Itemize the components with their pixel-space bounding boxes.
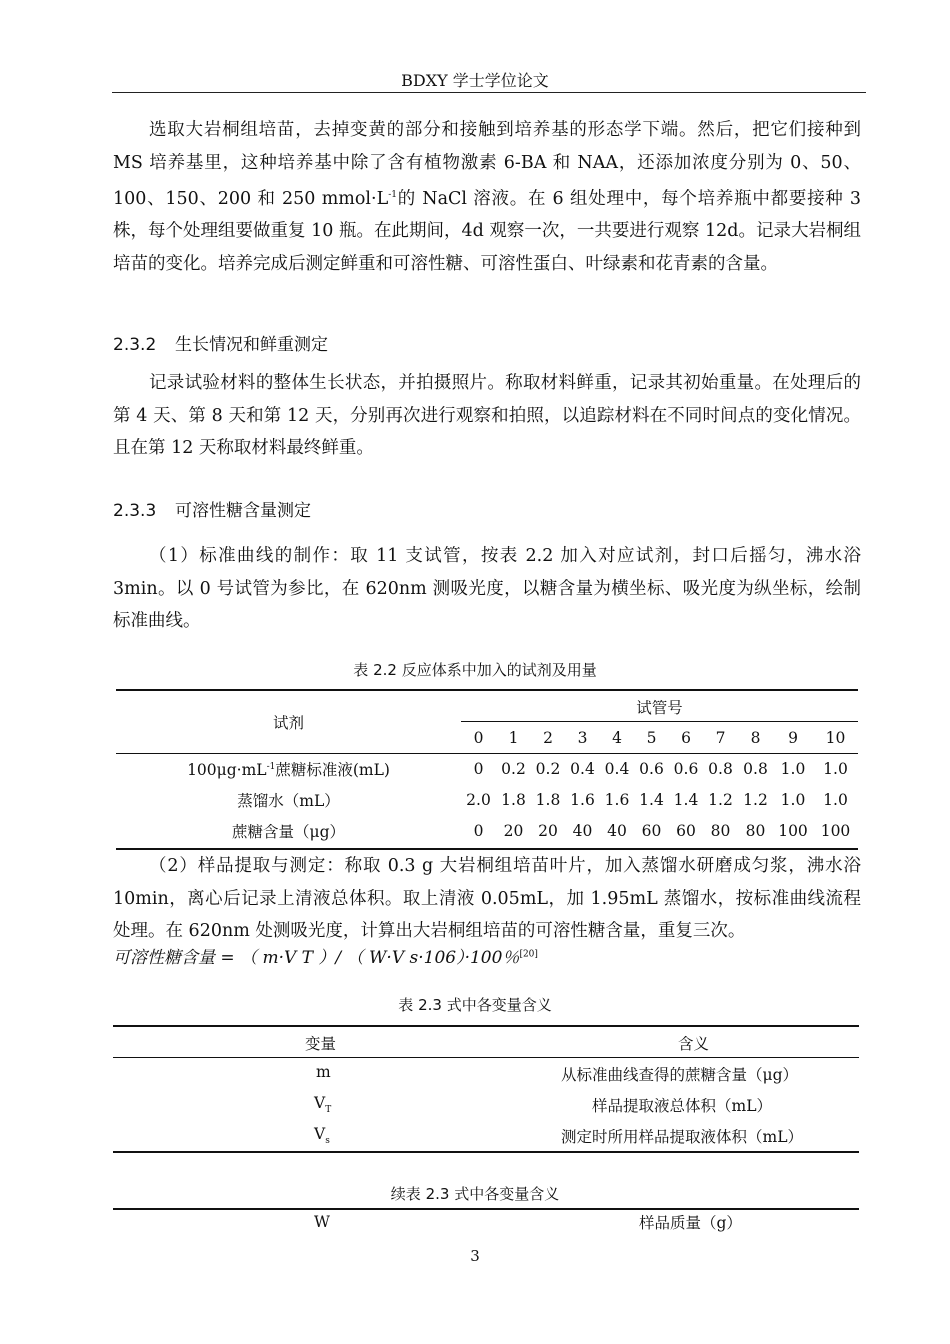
meaning-cell: 样品提取液总体积（mL）	[592, 1096, 772, 1115]
cell: 0.4	[570, 759, 595, 778]
table-2-2-caption: 表 2.2 反应体系中加入的试剂及用量	[353, 661, 597, 679]
row-label-text: 100μg·mL	[187, 760, 267, 779]
cell: 100	[778, 821, 808, 840]
variable-symbol: V	[314, 1093, 326, 1112]
table-row	[113, 1089, 859, 1120]
row-label-sup: -1	[266, 761, 276, 772]
cell: 60	[641, 821, 662, 840]
variable-cell	[113, 1058, 533, 1089]
table-row	[113, 1058, 859, 1089]
page-number: 3	[470, 1247, 480, 1265]
cell: 1.6	[604, 790, 630, 809]
cell: 1.6	[570, 790, 595, 809]
cell: 80	[745, 821, 766, 840]
cell: 0	[473, 821, 484, 840]
variable-cell	[113, 1120, 533, 1151]
paragraph-3: （1）标准曲线的制作：取 11 支试管，按表 2.2 加入对应试剂，封口后摇匀，沸水浴 3min。以 0 号试管为参比，在 620nm 测吸光度，以糖含量为横坐标、吸光度为纵坐标，绘制标准曲线。	[113, 546, 861, 631]
cell: 0.6	[673, 759, 699, 778]
section-number: 2.3.2	[113, 335, 157, 355]
meaning-cell: 从标准曲线查得的蔗糖含量（μg）	[561, 1065, 798, 1084]
page-header: BDXY 学士学位论文	[401, 71, 549, 90]
variable-cell: W	[314, 1212, 330, 1231]
paragraph-1-sup: -1	[388, 190, 397, 200]
cell: 1.4	[673, 790, 699, 809]
tube-number: 5	[646, 728, 657, 747]
variable-symbol: V	[314, 1124, 326, 1143]
variable-cell	[113, 1089, 533, 1120]
table-row	[116, 815, 858, 846]
table-row	[116, 753, 858, 784]
variable-symbol: m	[316, 1062, 331, 1081]
variable-header-text: 变量	[305, 1034, 337, 1053]
cell: 2.0	[466, 790, 491, 809]
formula	[113, 943, 538, 968]
cell: 1.0	[780, 790, 806, 809]
cell: 1.8	[501, 790, 526, 809]
cell: 0.4	[604, 759, 630, 778]
variable-header	[113, 1027, 533, 1058]
cell: 0.8	[708, 759, 733, 778]
section-heading-2-3-2	[113, 330, 328, 355]
row-label-tail: 蔗糖标准液(mL)	[275, 760, 390, 779]
cell: 40	[607, 821, 627, 840]
paragraph-4: （2）样品提取与测定：称取 0.3 g 大岩桐组培苗叶片，加入蒸馏水研磨成匀浆，沸水浴 10min，离心后记录上清液总体积。取上清液 0.05mL，加 1.95mL 蒸馏水，按标准曲线流程处理。在 620nm 处测吸光度，计算出大岩桐组培苗的可溶性糖含量，重复三次。	[113, 856, 861, 941]
cell: 20	[538, 821, 558, 840]
cell: 1.2	[743, 790, 768, 809]
table-row	[116, 784, 858, 815]
cell: 0.2	[535, 759, 561, 778]
table-header-row	[113, 1027, 859, 1058]
cell: 1.0	[780, 759, 806, 778]
table-header-row	[116, 691, 858, 722]
section-title: 生长情况和鲜重测定	[175, 335, 328, 355]
paragraph-1-tail: 的 NaCl 溶液。在 6 组处理中，每个培养瓶中都要接种 3 株，每个处理组要做重复 10 瓶。在此期间，4d 观察一次，一共要进行观察 12d。记录大岩桐组培苗的变化。培养完成后测定鲜重和可溶性糖、可溶性蛋白、叶绿素和花青素的含量。	[113, 188, 861, 274]
section-heading-2-3-3	[113, 496, 311, 521]
tube-number: 2	[543, 728, 553, 747]
table-2-3-caption: 表 2.3 式中各变量含义	[398, 996, 552, 1014]
table-row	[113, 1120, 859, 1151]
tube-number: 9	[788, 728, 798, 747]
table-2-2	[116, 691, 858, 846]
tube-number: 7	[715, 728, 726, 747]
cell: 0.2	[501, 759, 526, 778]
row-label	[116, 753, 461, 784]
cell: 1.4	[639, 790, 664, 809]
cell: 1.2	[708, 790, 733, 809]
variable-subscript: s	[325, 1136, 330, 1147]
tube-number: 1	[508, 728, 519, 747]
cell: 0.8	[743, 759, 768, 778]
table-2-3-cont-caption: 续表 2.3 式中各变量含义	[390, 1185, 560, 1203]
paragraph-1-text: 选取大岩桐组培苗，去掉变黄的部分和接触到培养基的形态学下端。然后，把它们接种到 MS 培养基里，这种培养基中除了含有植物激素 6-BA 和 NAA，还添加浓度分别为 0、50、100、150、200 和 250 mmol·L	[113, 120, 861, 209]
cell: 1.0	[823, 759, 848, 778]
paragraph-1	[113, 114, 861, 280]
table-row	[113, 1206, 859, 1237]
tube-number: 3	[577, 728, 588, 747]
row-label: 蒸馏水（mL）	[237, 791, 340, 810]
tube-number: 6	[681, 728, 691, 747]
cell: 0	[473, 759, 484, 778]
reagent-header: 试剂	[272, 714, 304, 732]
cell: 20	[503, 821, 524, 840]
cell: 1.8	[535, 790, 561, 809]
formula-reference: [20]	[519, 949, 538, 960]
variable-subscript: T	[325, 1105, 332, 1116]
cell: 60	[676, 821, 696, 840]
cell: 0.6	[639, 759, 664, 778]
row-label: 蔗糖含量（μg）	[232, 822, 345, 841]
section-title: 可溶性糖含量测定	[175, 501, 311, 521]
tube-header: 试管号	[636, 698, 683, 717]
meaning-cell: 样品质量（g）	[639, 1213, 742, 1232]
table-2-3	[113, 1027, 859, 1151]
tube-number: 10	[825, 728, 846, 747]
table-2-3-continued	[113, 1206, 859, 1237]
meaning-cell: 测定时所用样品提取液体积（mL）	[561, 1127, 803, 1146]
meaning-header: 含义	[678, 1034, 710, 1053]
section-number: 2.3.3	[113, 501, 157, 521]
tube-number: 8	[750, 728, 761, 747]
table-bottom-rule	[113, 1151, 859, 1153]
tube-number: 4	[612, 728, 622, 747]
cell: 80	[710, 821, 731, 840]
cell: 1.0	[823, 790, 848, 809]
paragraph-2: 记录试验材料的整体生长状态，并拍摄照片。称取材料鲜重，记录其初始重量。在处理后的第 4 天、第 8 天和第 12 天，分别再次进行观察和拍照，以追踪材料在不同时间点的变化情况。且在第 12 天称取材料最终鲜重。	[113, 373, 861, 458]
tube-number: 0	[473, 728, 484, 747]
formula-text: 可溶性糖含量 = （ m·V T ）/ （ W·V s·106）·100％	[113, 948, 520, 968]
cell: 100	[820, 821, 851, 840]
cell: 40	[572, 821, 593, 840]
header-rule	[112, 92, 866, 93]
